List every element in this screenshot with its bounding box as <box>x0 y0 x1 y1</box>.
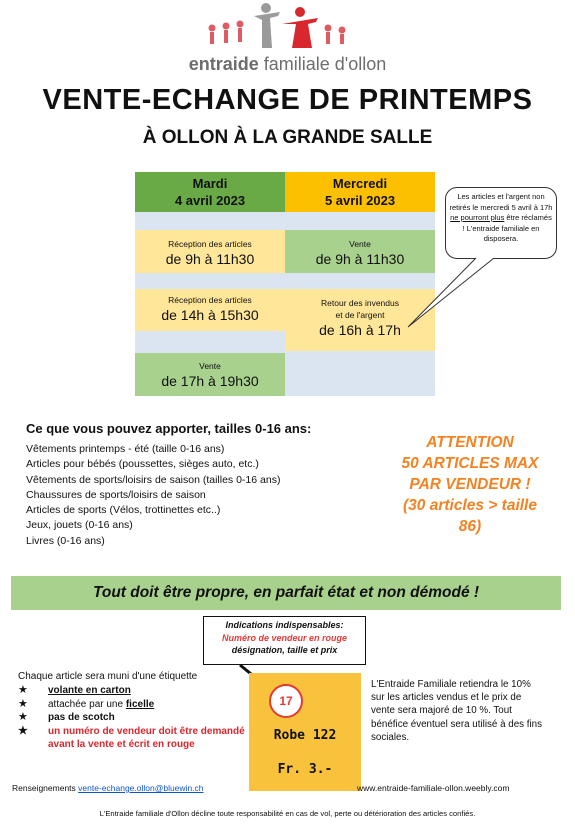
attention-line: (30 articles > taille <box>403 497 537 514</box>
website-link[interactable]: www.entraide-familiale-ollon.weebly.com <box>357 783 510 793</box>
star-icon: ★ <box>18 724 28 737</box>
star-icon: ★ <box>18 697 28 710</box>
contact-email-link[interactable]: vente-echange.ollon@bluewin.ch <box>78 783 204 793</box>
mercredi-slot-2-time: de 16h à 17h <box>319 322 401 338</box>
etiquette-item <box>18 725 263 752</box>
etiquette-list <box>18 684 263 752</box>
indications-title: Indications indispensables: <box>225 620 344 630</box>
mercredi-day: Mercredi <box>332 176 388 191</box>
mardi-slot-3-label: Vente <box>199 361 221 371</box>
commission-note: L'Entraide Familiale retiendra le 10% sur les articles vendus et le prix de vente sera majoré de 10 %. Tout bénéfice éventuel sera utilisé à des fins sociales. <box>371 679 543 743</box>
bring-item: Vêtements printemps - été (taille 0-16 ans) <box>26 443 225 455</box>
disclaimer: L'Entraide familiale d'Ollon décline toute responsabilité en cas de vol, perte ou détérioration des articles confiés. <box>99 809 476 818</box>
contact-line <box>12 783 204 793</box>
logo-text: entraide familiale d'ollon <box>188 54 387 74</box>
mardi-slot-2-label: Réception des articles <box>168 295 252 305</box>
mardi-slot-3-time: de 17h à 19h30 <box>161 373 259 389</box>
bring-item: Livres (0-16 ans) <box>26 534 105 547</box>
bring-item: Articles pour bébés (poussettes, sièges auto, etc.) <box>26 458 259 471</box>
etiquette-item-emphasis: ficelle <box>125 698 155 710</box>
attention-line: ATTENTION <box>426 434 514 451</box>
mardi-slot-2-time: de 14h à 15h30 <box>161 307 259 323</box>
sample-label-price: Fr. 3.- <box>277 762 333 777</box>
condition-banner: Tout doit être propre, en parfait état et non démodé ! <box>11 576 561 610</box>
star-icon: ★ <box>18 711 28 723</box>
mercredi-slot-2-label-2: et de l'argent <box>335 310 385 320</box>
bring-item: Vêtements de sports/loisirs de saison (tailles 0-16 ans) <box>26 473 281 486</box>
page-subtitle: À OLLON À LA GRANDE SALLE <box>142 127 433 148</box>
bring-list <box>26 442 280 549</box>
star-icon: ★ <box>18 684 28 696</box>
mardi-slot-1-label: Réception des articles <box>168 239 252 249</box>
seller-number-badge: 17 <box>269 684 303 718</box>
attention-line: 86) <box>458 518 482 535</box>
etiquette-item-text: volante en carton <box>48 685 131 696</box>
callout-emphasis: ne pourront plus <box>450 213 505 222</box>
mardi-day: Mardi <box>192 176 228 191</box>
callout-tail <box>408 258 494 327</box>
bring-item: Articles de sports (Vélos, trottinettes etc..) <box>26 504 221 517</box>
mercredi-date: 5 avril 2023 <box>324 193 396 208</box>
etiquette-item <box>18 684 263 698</box>
etiquette-item <box>18 711 263 725</box>
etiquette-item-text: attachée par une <box>48 698 126 710</box>
bring-title: Ce que vous pouvez apporter, tailles 0-16 ans: <box>26 421 312 436</box>
mardi-date: 4 avril 2023 <box>174 193 246 208</box>
attention-line: PAR VENDEUR ! <box>409 476 531 493</box>
attention-line: 50 ARTICLES MAX <box>401 455 539 472</box>
mardi-slot-1-time: de 9h à 11h30 <box>165 251 255 267</box>
page-title: VENTE-ECHANGE DE PRINTEMPS <box>42 84 533 116</box>
indications-box <box>203 616 366 665</box>
etiquette-intro: Chaque article sera muni d'une étiquette <box>18 671 198 682</box>
indications-red: Numéro de vendeur en rouge <box>221 632 348 643</box>
mercredi-slot-1-time: de 9h à 11h30 <box>315 251 405 267</box>
callout-text-2: être réclamés ! L'entraide familiale en disposera. <box>462 213 552 243</box>
mercredi-slot-2-label-1: Retour des invendus <box>321 298 399 308</box>
etiquette-item-text: un numéro de vendeur doit être demandé avant la vente et écrit en rouge <box>48 725 245 750</box>
bring-item: Chaussures de sports/loisirs de saison <box>26 488 206 501</box>
etiquette-item <box>18 698 263 712</box>
indications-rest: désignation, taille et prix <box>231 645 338 655</box>
contact-label: Renseignements <box>12 783 79 793</box>
sample-label-item: Robe 122 <box>273 728 337 743</box>
mercredi-slot-1-label: Vente <box>349 239 371 249</box>
etiquette-item-text: pas de scotch <box>48 712 115 723</box>
bring-item: Jeux, jouets (0-16 ans) <box>26 519 133 532</box>
callout-text-1: Les articles et l'argent non retirés le mercredi 5 avril à 17h <box>449 192 553 212</box>
attention-notice <box>370 432 570 537</box>
